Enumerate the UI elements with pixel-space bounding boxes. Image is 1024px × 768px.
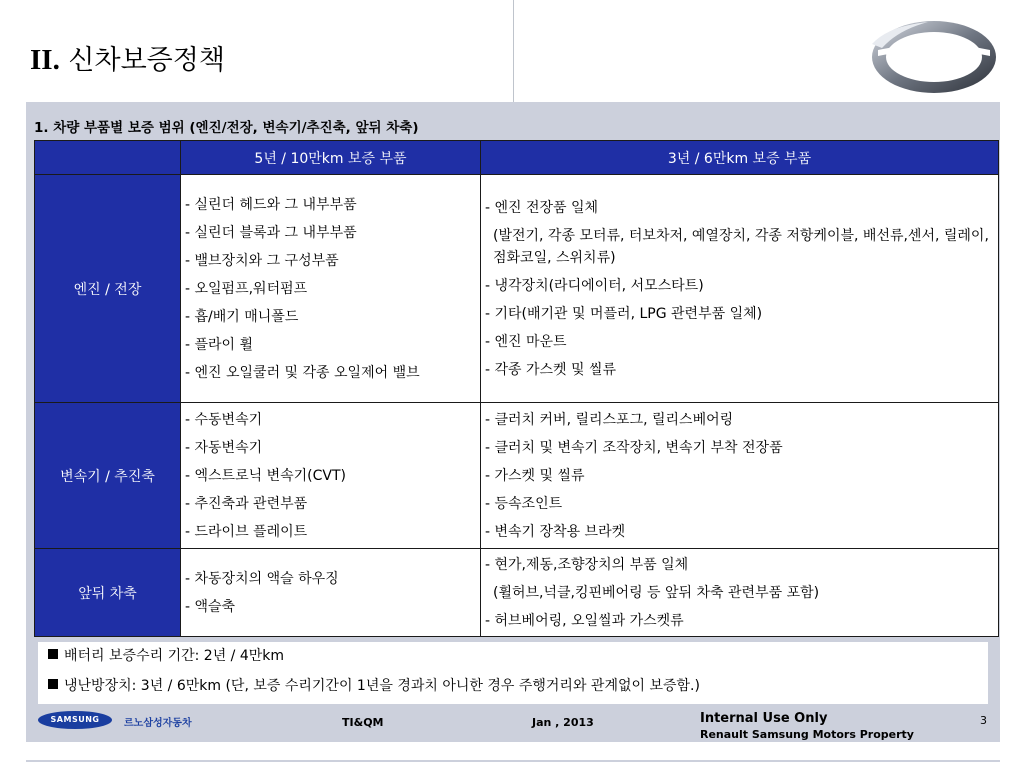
renault-samsung-logo-icon <box>868 16 1000 98</box>
axle-3yr-parts <box>481 549 999 637</box>
property-label: Renault Samsung Motors Property <box>700 728 914 741</box>
square-bullet-icon <box>48 679 58 689</box>
list-item: - 실린더 헤드와 그 내부부품 <box>185 196 357 213</box>
list-item: - 클러치 및 변속기 조작장치, 변속기 부착 전장품 <box>485 439 783 456</box>
header-5yr: 5년 / 10만km 보증 부품 <box>181 141 481 175</box>
category-axle: 앞뒤 차축 <box>35 549 181 637</box>
transmission-5yr-parts <box>181 403 481 549</box>
notes-box <box>38 642 988 704</box>
title-number: II. <box>30 44 60 76</box>
title-label: 신차보증정책 <box>68 45 225 76</box>
page-title <box>30 38 225 77</box>
list-item: - 등속조인트 <box>485 495 563 512</box>
list-item: - 드라이브 플레이트 <box>185 523 308 540</box>
header-empty <box>35 141 181 175</box>
list-item: - 현가,제동,조향장치의 부품 일체 <box>485 556 689 573</box>
axle-5yr-parts <box>181 549 481 637</box>
department-label: TI&QM <box>342 716 384 729</box>
square-bullet-icon <box>48 649 58 659</box>
list-item: - 기타(배기관 및 머플러, LPG 관련부품 일체) <box>485 305 763 322</box>
note-battery <box>48 646 284 666</box>
page-number: 3 <box>980 714 987 727</box>
warranty-table <box>34 140 999 637</box>
samsung-logo: SAMSUNG <box>38 711 112 729</box>
list-item: - 오일펌프,워터펌프 <box>185 280 308 297</box>
list-item: - 액슬축 <box>185 598 236 615</box>
list-item: - 엔진 전장품 일체 <box>485 199 599 216</box>
list-item: - 냉각장치(라디에이터, 서모스타트) <box>485 277 704 294</box>
bottom-divider <box>26 760 1000 762</box>
category-engine: 엔진 / 전장 <box>35 175 181 403</box>
list-item: - 각종 가스켓 및 씰류 <box>485 361 617 378</box>
list-item: - 흡/배기 매니폴드 <box>185 308 299 325</box>
note-text: 냉난방장치: 3년 / 6만km (단, 보증 수리기간이 1년을 경과치 아니한 경우 주행거리와 관계없이 보증함.) <box>64 678 700 694</box>
list-item: - 엔진 오일쿨러 및 각종 오일제어 밸브 <box>185 364 420 381</box>
list-item: - 밸브장치와 그 구성부품 <box>185 252 339 269</box>
list-item: - 플라이 휠 <box>185 336 254 353</box>
table-row-axle <box>35 549 999 637</box>
header-3yr: 3년 / 6만km 보증 부품 <box>481 141 999 175</box>
list-item: - 실린더 블록과 그 내부부품 <box>185 224 357 241</box>
list-item: - 차동장치의 액슬 하우징 <box>185 570 339 587</box>
list-item: - 추진축과 관련부품 <box>185 495 308 512</box>
transmission-3yr-parts <box>481 403 999 549</box>
engine-5yr-parts <box>181 175 481 403</box>
list-item: - 수동변속기 <box>185 411 263 428</box>
list-item: - 클러치 커버, 릴리스포그, 릴리스베어링 <box>485 411 734 428</box>
table-row-transmission <box>35 403 999 549</box>
category-transmission: 변속기 / 추진축 <box>35 403 181 549</box>
engine-3yr-parts <box>481 175 999 403</box>
table-header-row <box>35 141 999 175</box>
list-item: - 엑스트로닉 변속기(CVT) <box>185 467 346 484</box>
internal-use-label: Internal Use Only <box>700 711 828 726</box>
section-heading: 1. 차량 부품별 보증 범위 (엔진/전장, 변속기/추진축, 앞뒤 차축) <box>34 120 419 136</box>
list-item: - 가스켓 및 씰류 <box>485 467 585 484</box>
note-text: 배터리 보증수리 기간: 2년 / 4만km <box>64 648 285 664</box>
list-item: - 엔진 마운트 <box>485 333 567 350</box>
company-name: 르노삼성자동차 <box>124 718 192 729</box>
title-tab <box>0 0 514 102</box>
list-item: (휠허브,넉클,킹핀베어링 등 앞뒤 차축 관련부품 포함) <box>493 584 820 601</box>
list-item: - 자동변속기 <box>185 439 263 456</box>
list-item: - 변속기 장착용 브라켓 <box>485 523 626 540</box>
date-label: Jan , 2013 <box>532 716 594 729</box>
note-hvac <box>48 676 700 696</box>
list-item: (발전기, 각종 모터류, 터보차저, 예열장치, 각종 저항케이블, 배선류,센서, 릴레이, 점화코일, 스위치류) <box>493 227 989 266</box>
list-item: - 허브베어링, 오일씰과 가스켓류 <box>485 612 684 629</box>
table-row-engine <box>35 175 999 403</box>
